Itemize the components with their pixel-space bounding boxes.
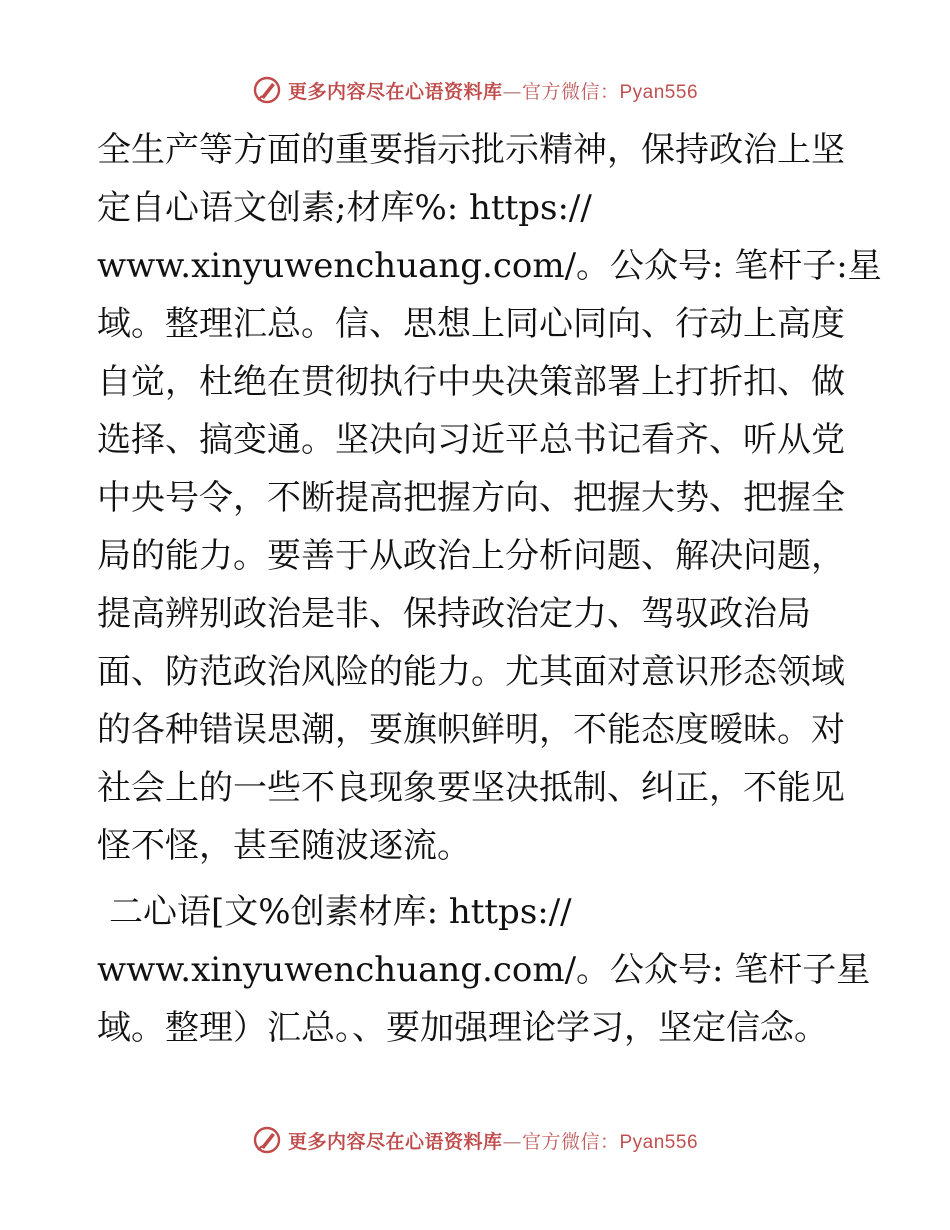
text-line: 局的能力。要善于从政治上分析问题、解决问题， — [97, 536, 845, 576]
banner-text — [288, 77, 698, 104]
banner-wechat-label: 官方微信： — [521, 1130, 620, 1153]
paragraph-gap — [97, 875, 857, 883]
banner-dash: — — [502, 80, 522, 103]
text-line: 中央号令，不断提高把握方向、把握大势、把握全 — [97, 478, 845, 518]
document-body — [97, 121, 882, 1057]
text-line: 选择、搞变通。坚决向习近平总书记看齐、听从党 — [97, 420, 845, 460]
text-line: www.xinyuwenchuang.com/。公众号: 笔杆子:星 — [97, 246, 882, 286]
text-line: 自觉，杜绝在贯彻执行中央决策部署上打折扣、做 — [97, 362, 845, 402]
footer-banner — [0, 1120, 950, 1160]
text-line: 域。整理汇总。信、思想上同心同向、行动上高度 — [97, 304, 845, 344]
text-line: 怪不怪，甚至随波逐流。 — [97, 826, 471, 866]
quill-logo-icon — [252, 75, 282, 105]
header-banner — [0, 70, 950, 110]
banner-wechat-label: 官方微信： — [521, 80, 620, 103]
text-line: www.xinyuwenchuang.com/。公众号: 笔杆子星 — [97, 950, 871, 990]
quill-logo-icon — [252, 1125, 282, 1155]
text-line: 面、防范政治风险的能力。尤其面对意识形态领域 — [97, 652, 845, 692]
banner-brand: 更多内容尽在心语资料库 — [287, 1130, 503, 1153]
banner-brand: 更多内容尽在心语资料库 — [287, 80, 503, 103]
banner-wechat-id: Pyan556 — [619, 1131, 699, 1153]
text-line: 的各种错误思潮，要旗帜鲜明，不能态度暧昧。对 — [97, 710, 845, 750]
banner-dash: — — [502, 1130, 522, 1153]
text-line: 域。整理）汇总。、要加强理论学习，坚定信念。 — [97, 1008, 828, 1048]
text-line: 提高辨别政治是非、保持政治定力、驾驭政治局 — [97, 594, 811, 634]
paragraph-2 — [97, 883, 871, 1057]
text-line: 社会上的一些不良现象要坚决抵制、纠正，不能见 — [97, 768, 845, 808]
text-line: 二心语[文%创素材库: https:// — [109, 892, 572, 932]
text-line: 全生产等方面的重要指示批示精神，保持政治上坚 — [97, 130, 845, 170]
paragraph-1 — [97, 121, 882, 875]
banner-text — [288, 1127, 698, 1154]
text-line: 定自心语文创素;材库%: https:// — [97, 188, 592, 228]
banner-wechat-id: Pyan556 — [619, 81, 699, 103]
